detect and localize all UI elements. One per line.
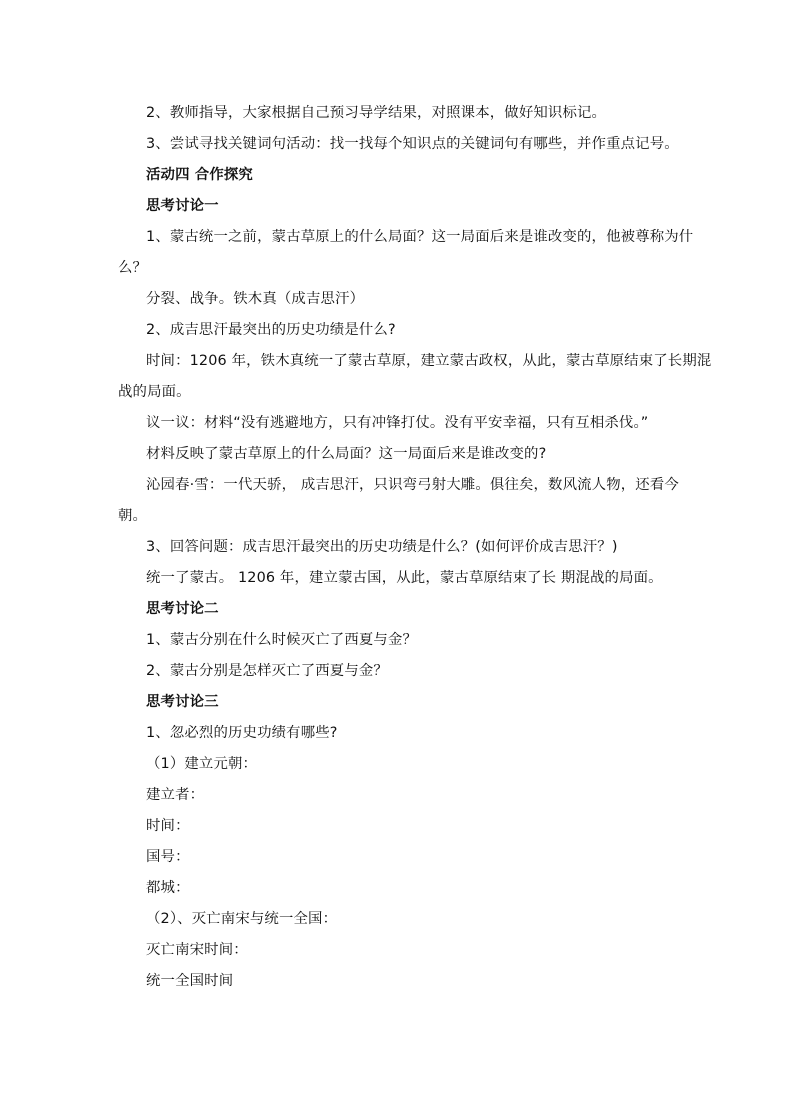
text-line: 战的局面。	[118, 384, 191, 400]
text-line: 1、蒙古分别在什么时候灭亡了西夏与金？	[146, 632, 418, 648]
text-line: （1）建立元朝：	[146, 756, 258, 772]
text-line: 2、教师指导，大家根据自己预习导学结果，对照课本，做好知识标记。	[146, 105, 607, 121]
section-heading: 思考讨论一	[146, 198, 219, 214]
text-line: 时间：	[146, 818, 190, 834]
section-heading: 思考讨论二	[146, 601, 219, 617]
text-line: 国号：	[146, 849, 190, 865]
text-line: 材料反映了蒙古草原上的什么局面？这一局面后来是谁改变的?	[146, 446, 547, 462]
text-line: 2、成吉思汗最突出的历史功绩是什么?	[146, 322, 396, 338]
text-line: 议一议：材料“没有逃避地方，只有冲锋打仗。没有平安幸福，只有互相杀伐。”	[146, 415, 649, 431]
text-line: 3、尝试寻找关键词句活动：找一找每个知识点的关键词句有哪些，并作重点记号。	[146, 136, 679, 152]
section-heading: 思考讨论三	[146, 694, 219, 710]
text-line: 统一了蒙古。 1206 年，建立蒙古国，从此，蒙古草原结束了长 期混战的局面。	[146, 570, 663, 586]
text-line: （2）、灭亡南宋与统一全国：	[146, 911, 338, 927]
text-line: 2、蒙古分别是怎样灭亡了西夏与金？	[146, 663, 388, 679]
text-line: 都城：	[146, 880, 190, 896]
text-line: 么？	[118, 260, 148, 276]
text-line: 1、蒙古统一之前，蒙古草原上的什么局面？这一局面后来是谁改变的，他被尊称为什	[146, 229, 694, 245]
text-line: 统一全国时间	[146, 973, 234, 989]
text-line: 分裂、战争。铁木真（成吉思汗）	[146, 291, 365, 307]
text-line: 时间：1206 年，铁木真统一了蒙古草原，建立蒙古政权，从此，蒙古草原结束了长期混	[146, 353, 712, 369]
text-line: 朝。	[118, 508, 148, 524]
text-line: 1、忽必烈的历史功绩有哪些?	[146, 725, 338, 741]
text-line: 建立者：	[146, 787, 205, 803]
text-line: 灭亡南宋时间：	[146, 942, 248, 958]
text-line: 3、回答问题：成吉思汗最突出的历史功绩是什么？(如何评价成吉思汗？)	[146, 539, 618, 555]
text-line: 沁园春·雪：一代天骄， 成吉思汗，只识弯弓射大雕。俱往矣，数风流人物，还看今	[146, 477, 679, 493]
section-heading: 活动四 合作探究	[146, 167, 253, 183]
